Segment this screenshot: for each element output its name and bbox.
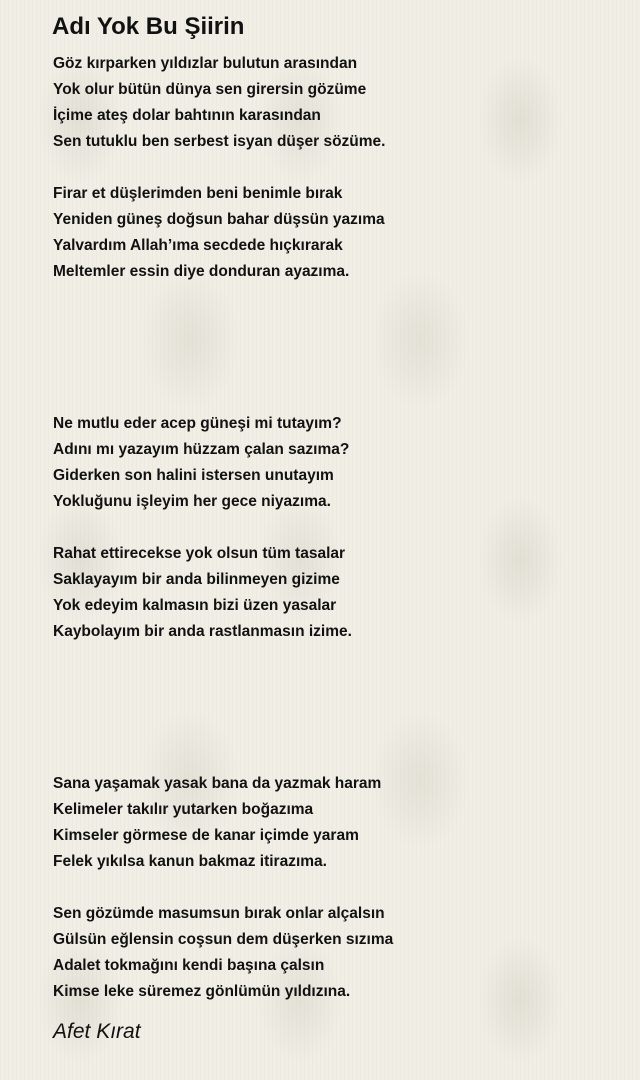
poem-line: Ne mutlu eder acep güneşi mi tutayım? (53, 415, 342, 432)
poem-line: Yalvardım Allah’ıma secdede hıçkırarak (53, 237, 343, 254)
poem-line: Kelimeler takılır yutarken boğazıma (53, 801, 314, 818)
poem-line: Rahat ettirecekse yok olsun tüm tasalar (53, 545, 346, 562)
stanza (53, 541, 352, 645)
poem-author: Afet Kırat (53, 1020, 141, 1043)
poem-line: Sen gözümde masumsun bırak onlar alçalsın (53, 905, 385, 922)
poem-line: Yeniden güneş doğsun bahar düşsün yazıma (53, 211, 385, 228)
poem-line: Giderken son halini istersen unutayım (53, 467, 334, 484)
poem-line: Yok olur bütün dünya sen girersin gözüme (53, 81, 367, 98)
poem-line: Firar et düşlerimden beni benimle bırak (53, 185, 343, 202)
stanza (53, 51, 385, 155)
stanza (53, 771, 381, 875)
poem-line: Kimseler görmese de kanar içimde yaram (53, 827, 359, 844)
poem-line: Kaybolayım bir anda rastlanmasın izime. (53, 623, 352, 640)
poem-line: Felek yıkılsa kanun bakmaz itirazıma. (53, 853, 327, 870)
poem-line: Gülsün eğlensin coşsun dem düşerken sızıma (53, 931, 394, 948)
poem-line: Saklayayım bir anda bilinmeyen gizime (53, 571, 340, 588)
poem-line: Sen tutuklu ben serbest isyan düşer sözüme. (53, 133, 386, 150)
stanza (53, 181, 385, 285)
poem-line: Yokluğunu işleyim her gece niyazıma. (53, 493, 331, 510)
poem-line: Meltemler essin diye donduran ayazıma. (53, 263, 350, 280)
poem-line: Adını mı yazayım hüzzam çalan sazıma? (53, 441, 350, 458)
poem-line: Göz kırparken yıldızlar bulutun arasından (53, 55, 358, 72)
poem-line: Yok edeyim kalmasın bizi üzen yasalar (53, 597, 337, 614)
stanza (53, 901, 393, 1005)
poem-line: İçime ateş dolar bahtının karasından (53, 107, 321, 124)
poem-line: Sana yaşamak yasak bana da yazmak haram (53, 775, 382, 792)
poem-title: Adı Yok Bu Şiirin (52, 13, 245, 40)
poem-line: Adalet tokmağını kendi başına çalsın (53, 957, 325, 974)
stanza (53, 411, 349, 515)
poem-line: Kimse leke süremez gönlümün yıldızına. (53, 983, 351, 1000)
